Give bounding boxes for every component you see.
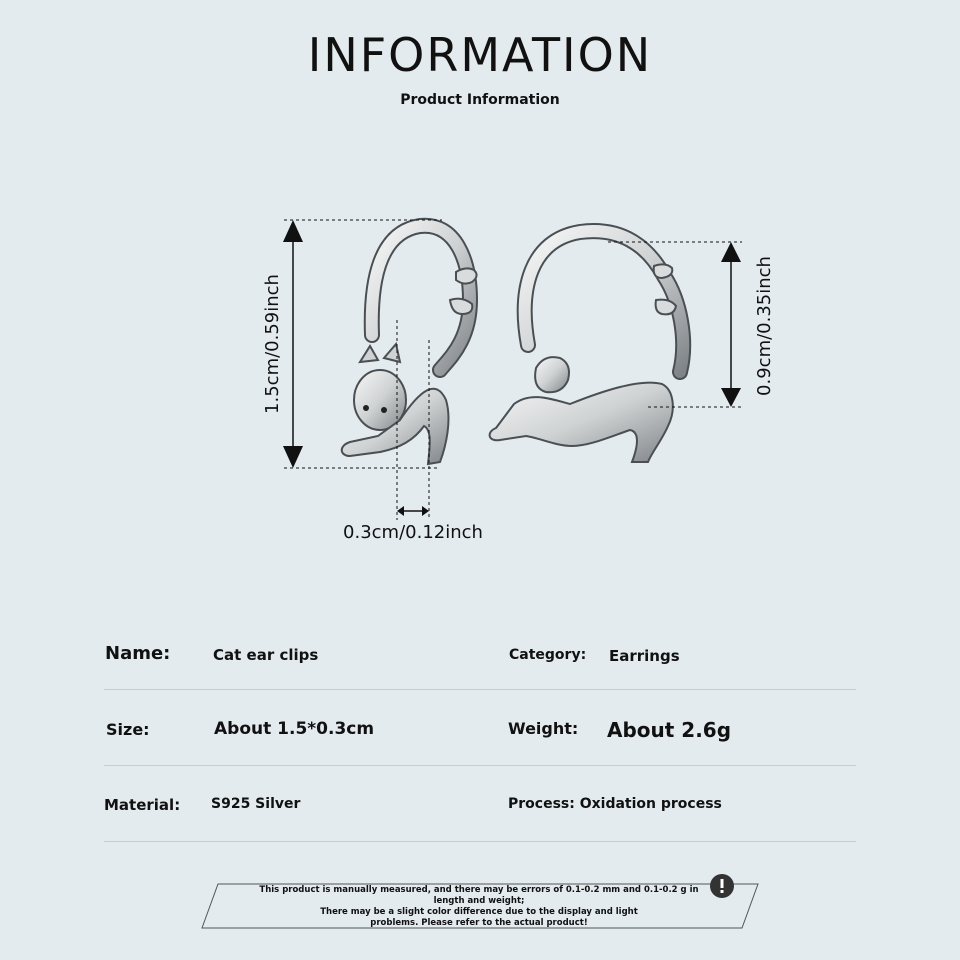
page-title: INFORMATION [307,28,653,82]
width-label: 0.3cm/0.12inch [343,522,483,543]
material-value: S925 Silver [211,796,301,812]
notice-line: There may be a slight color difference due to the display and light [320,907,638,917]
page-subtitle: Product Information [400,92,560,108]
weight-label: Weight: [508,719,579,738]
drop-label: 0.9cm/0.35inch [754,256,775,396]
height-label: 1.5cm/0.59inch [262,274,283,414]
right-earring-image [490,231,684,462]
category-value: Earrings [609,647,680,665]
notice-text [220,884,738,928]
category-label: Category: [509,647,587,663]
notice-line: problems. Please refer to the actual product! [370,918,588,928]
name-label: Name: [105,643,171,664]
size-value: About 1.5*0.3cm [214,719,375,739]
material-label: Material: [104,796,181,814]
product-figure [0,200,960,560]
spec-row-name [104,614,856,690]
spec-row-material [104,766,856,842]
name-value: Cat ear clips [213,646,319,664]
weight-value: About 2.6g [607,718,732,742]
process-text: Process: Oxidation process [508,796,722,812]
spec-row-size [104,690,856,766]
row-divider [104,841,856,842]
left-earring-image [342,226,477,464]
notice-line: This product is manually measured, and there may be errors of 0.1-0.2 mm and 0.1-0.2 g in [259,885,699,895]
warning-icon [709,873,735,899]
size-label: Size: [106,720,150,739]
notice-line: length and weight; [433,896,525,906]
